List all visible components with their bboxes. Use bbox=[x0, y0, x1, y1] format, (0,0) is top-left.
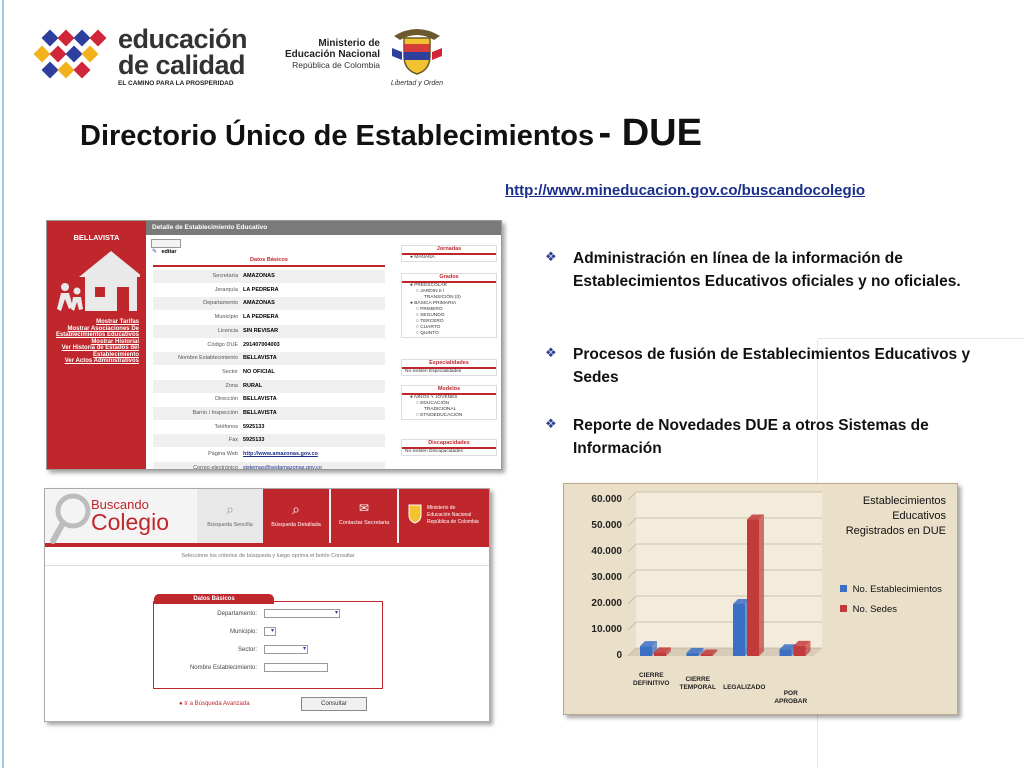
detail-row bbox=[153, 270, 385, 283]
ministry-box-line-3: República de Colombia bbox=[427, 519, 479, 525]
side-box-line: ● PREESCOLAR bbox=[410, 283, 448, 288]
y-tick-label: 50.000 bbox=[591, 520, 622, 531]
legend-swatch bbox=[840, 585, 847, 592]
logo-cube-icon bbox=[50, 46, 67, 63]
y-tick-label: 40.000 bbox=[591, 546, 622, 557]
field-label: Municipio: bbox=[229, 629, 257, 635]
logo-cube-icon bbox=[42, 30, 59, 47]
logo-cube-icon bbox=[82, 46, 99, 63]
detail-row bbox=[153, 297, 385, 310]
side-box-line: TRANSICIÓN (0) bbox=[424, 295, 461, 300]
legend-item bbox=[840, 584, 955, 604]
sidebar-link[interactable]: Ver Actos Administrativos bbox=[64, 358, 139, 364]
detail-row bbox=[153, 421, 385, 434]
detail-value: 5925133 bbox=[243, 423, 265, 430]
consultar-button[interactable]: Consultar bbox=[301, 697, 367, 711]
ministry-line-2: Educación Nacional bbox=[284, 49, 380, 60]
detail-value: AMAZONAS bbox=[243, 300, 275, 307]
form-title: Datos Básicos bbox=[193, 596, 235, 602]
sector-select[interactable] bbox=[264, 645, 308, 654]
side-box bbox=[401, 245, 497, 262]
educacion-logo bbox=[34, 24, 254, 90]
side-box bbox=[401, 359, 497, 376]
title-suffix: - DUE bbox=[598, 112, 702, 154]
detail-label: Código DUE bbox=[207, 341, 238, 348]
tab-label: Búsqueda Detallada bbox=[271, 522, 321, 528]
page-title bbox=[80, 112, 702, 155]
side-box-line: ○ QUINTO bbox=[416, 331, 439, 336]
side-box-line: ● BÁSICA PRIMARIA bbox=[410, 301, 457, 306]
colombia-seal bbox=[388, 22, 446, 92]
x-tick-line: CIERRE bbox=[638, 672, 664, 679]
side-box-line: ○ SEGUNDO bbox=[416, 313, 445, 318]
nombre-establecimiento-input[interactable] bbox=[264, 663, 328, 672]
legend-swatch bbox=[840, 605, 847, 612]
detail-value: NO OFICIAL bbox=[243, 368, 275, 375]
side-box-line: ○ ETNOEDUCACIÓN bbox=[416, 413, 463, 418]
sidebar-link[interactable]: Mostrar Tarifas bbox=[96, 319, 139, 325]
sidebar-link[interactable]: Establecimientos Educativos bbox=[55, 332, 139, 338]
ministry-box-line-1: Ministerio de bbox=[427, 505, 456, 511]
bullet-diamond-icon: ❖ bbox=[545, 249, 557, 264]
detail-label: Zona bbox=[225, 382, 238, 389]
logo-cube-icon bbox=[66, 46, 83, 63]
detail-row bbox=[153, 407, 385, 420]
edit-label: editar bbox=[161, 249, 177, 255]
x-tick-line: TEMPORAL bbox=[679, 684, 716, 691]
instruction-rule bbox=[45, 565, 490, 566]
logo-cube-icon bbox=[74, 62, 91, 79]
bullet-diamond-icon: ❖ bbox=[545, 416, 557, 431]
y-tick-label: 10.000 bbox=[591, 624, 622, 635]
chevron-down-icon: ▾ bbox=[270, 628, 274, 634]
buscando-colegio-screenshot bbox=[44, 488, 490, 722]
detail-row bbox=[153, 462, 385, 470]
magnifier-icon bbox=[49, 491, 95, 545]
search-form bbox=[153, 596, 383, 689]
logo-cube-icon bbox=[58, 30, 75, 47]
detail-label: Licencia bbox=[217, 327, 238, 334]
detail-label: Nombre Establecimiento bbox=[178, 355, 238, 362]
detail-row bbox=[153, 434, 385, 447]
field-label: Nombre Establecimiento: bbox=[189, 665, 257, 671]
detail-value: RURAL bbox=[243, 382, 263, 389]
detail-value[interactable]: http://www.amazonas.gov.co bbox=[243, 451, 318, 458]
side-box-title: Modelos bbox=[402, 386, 496, 395]
sidebar-link[interactable]: Establecimiento bbox=[92, 351, 139, 358]
detail-row bbox=[153, 284, 385, 297]
detail-label: Jerarquía bbox=[214, 286, 238, 293]
form-row-sector bbox=[154, 642, 382, 660]
side-box-line: ○ PRIMERO bbox=[416, 307, 443, 312]
ministry-box-line-2: Educación Nacional bbox=[427, 512, 472, 518]
tab-contactar-secretaria[interactable] bbox=[331, 489, 397, 543]
sidebar-links bbox=[49, 319, 139, 365]
detail-label: Teléfonos bbox=[214, 423, 238, 430]
school-house-icon bbox=[55, 247, 140, 313]
bullet-diamond-icon: ❖ bbox=[545, 345, 557, 360]
seal-caption: Libertad y Orden bbox=[390, 80, 444, 87]
detail-value: BELLAVISTA bbox=[243, 355, 277, 362]
coat-of-arms-icon bbox=[405, 501, 425, 525]
red-sidebar bbox=[47, 221, 146, 470]
detail-label: Departamento bbox=[203, 300, 238, 307]
detailed-search-icon: ⌕ bbox=[292, 501, 300, 517]
field-label: Departamento: bbox=[217, 611, 257, 617]
basic-data-rule bbox=[153, 265, 385, 267]
detail-row bbox=[153, 393, 385, 406]
edit-button[interactable] bbox=[151, 239, 181, 255]
y-tick-label: 20.000 bbox=[591, 598, 622, 609]
detail-value: SIN REVISAR bbox=[243, 327, 279, 334]
side-box-line: TRADICIONAL bbox=[424, 407, 457, 412]
side-box-title: Jornadas bbox=[402, 246, 496, 255]
sidebar-link[interactable]: Mostrar Historial bbox=[91, 338, 139, 345]
detail-title: Detalle de Establecimiento Educativo bbox=[152, 224, 268, 231]
detail-value: AMAZONAS bbox=[243, 273, 275, 279]
arrow-circle-icon: ● bbox=[179, 701, 183, 707]
sidebar-link[interactable]: Mostrar Asociaciones De bbox=[67, 325, 139, 332]
logo-cube-icon bbox=[34, 46, 51, 63]
ministry-line-3: República de Colombia bbox=[292, 60, 380, 70]
side-box-title: Grados bbox=[402, 274, 496, 283]
brand-bottom: Colegio bbox=[91, 509, 169, 535]
detail-label: Dirección bbox=[215, 396, 238, 403]
detail-row bbox=[153, 380, 385, 393]
left-edge-line bbox=[2, 0, 4, 768]
detail-label: Sector bbox=[222, 368, 238, 375]
bullet-2: Procesos de fusión de Establecimientos Educativos y Sedes bbox=[573, 346, 971, 386]
side-box-line: ● NIÑOS Y JOVENES bbox=[410, 395, 458, 400]
chart-legend bbox=[840, 584, 955, 624]
edit-icon: ✎ bbox=[152, 249, 158, 255]
coat-of-arms-icon bbox=[388, 22, 446, 80]
field-label: Sector: bbox=[237, 647, 257, 653]
right-edge-top bbox=[818, 338, 1024, 339]
y-tick-label: 60.000 bbox=[591, 494, 622, 505]
logo-cube-icon bbox=[74, 30, 91, 47]
detail-value: 5925133 bbox=[243, 437, 265, 444]
form-title-tab bbox=[154, 594, 274, 604]
detail-row bbox=[153, 352, 385, 365]
detail-header bbox=[146, 221, 502, 235]
detail-row bbox=[153, 366, 385, 379]
logo-line-1: educación bbox=[118, 24, 248, 54]
ministry-text bbox=[276, 38, 380, 70]
side-box-title: Discapacidades bbox=[402, 440, 496, 449]
brand-top: Buscando bbox=[91, 497, 149, 512]
ministry-header-box bbox=[399, 489, 490, 543]
side-box-line: ○ EDUCACIÓN bbox=[416, 401, 450, 406]
side-box-line: ○ CUARTO bbox=[416, 325, 441, 330]
logo-cube-icon bbox=[90, 30, 107, 47]
logo-line-2: de calidad bbox=[118, 50, 246, 80]
side-box bbox=[401, 385, 497, 420]
detail-row bbox=[153, 339, 385, 352]
detail-label: Fax bbox=[228, 437, 238, 444]
side-box-line: No existen Discapacidades bbox=[405, 449, 463, 454]
tab-busqueda-detallada[interactable] bbox=[263, 489, 329, 543]
x-tick-line: POR bbox=[783, 690, 798, 697]
side-box-line: ● MAÑANA bbox=[410, 255, 435, 260]
detail-value: BELLAVISTA bbox=[243, 396, 277, 403]
chart-title-line: Establecimientos bbox=[862, 495, 946, 507]
bar-sedes bbox=[747, 515, 764, 657]
side-boxes bbox=[401, 245, 499, 470]
legend-label: No. Sedes bbox=[852, 604, 898, 615]
y-tick-label: 30.000 bbox=[591, 572, 622, 583]
chart-title-line: Registrados en DUE bbox=[845, 525, 946, 537]
departamento-select[interactable] bbox=[264, 609, 340, 618]
logo-cube-icon bbox=[42, 62, 59, 79]
advanced-search-link[interactable] bbox=[179, 701, 250, 707]
detail-value: 291407004003 bbox=[243, 341, 280, 348]
legend-item bbox=[840, 604, 955, 624]
side-box bbox=[401, 439, 497, 456]
bullet-1: Administración en línea de la información de Establecimientos Educativos oficiales y no oficiales. bbox=[573, 250, 961, 290]
site-header bbox=[45, 489, 490, 547]
title-main: Directorio Único de Establecimientos bbox=[80, 120, 595, 152]
chart-title-line: Educativos bbox=[892, 510, 946, 522]
detail-value[interactable]: sistemas@sedamazonas.gov.co bbox=[243, 464, 322, 470]
detail-row bbox=[153, 448, 385, 461]
detail-label: Correo electrónico bbox=[193, 464, 238, 470]
buscandocolegio-link[interactable]: http://www.mineducacion.gov.co/buscandocolegio bbox=[505, 182, 866, 199]
detail-label: Municipio bbox=[214, 314, 238, 321]
logo-cube-icon bbox=[58, 62, 75, 79]
chart-title bbox=[816, 494, 946, 539]
basic-data-title: Datos Básicos bbox=[250, 257, 288, 263]
detail-label: Secretaría bbox=[212, 273, 238, 279]
detail-label: Página Web bbox=[208, 451, 238, 458]
chevron-down-icon: ▾ bbox=[302, 646, 306, 652]
tab-label: Búsqueda Sencilla bbox=[207, 522, 253, 528]
side-box-title: Especialidades bbox=[402, 360, 496, 369]
ministry-line-1: Ministerio de bbox=[318, 38, 380, 49]
form-row-municipio bbox=[154, 624, 382, 642]
basic-data-panel bbox=[153, 257, 385, 470]
x-tick-line: DEFINITIVO bbox=[633, 680, 670, 687]
search-icon: ⌕ bbox=[226, 501, 234, 517]
legend-label: No. Establecimientos bbox=[852, 584, 942, 595]
side-box-line: ○ TERCERO bbox=[416, 319, 444, 324]
sidebar-link[interactable]: Ver Historia de Estados del bbox=[61, 345, 139, 351]
detail-row bbox=[153, 311, 385, 324]
detail-value: LA PEDRERA bbox=[243, 286, 279, 293]
form-row-departamento bbox=[154, 606, 382, 624]
tab-label: Contactar Secretaria bbox=[338, 520, 390, 526]
x-tick-line: LEGALIZADO bbox=[723, 684, 766, 691]
detail-label: Barrio / Inspección bbox=[192, 410, 238, 416]
x-tick-line: CIERRE bbox=[685, 676, 711, 683]
advanced-search-label: Ir a Búsqueda Avanzada bbox=[184, 701, 250, 707]
side-box-line: No existen Especialidades bbox=[405, 369, 462, 374]
detail-row bbox=[153, 325, 385, 338]
y-tick-label: 0 bbox=[616, 650, 622, 661]
detail-value: LA PEDRERA bbox=[243, 314, 279, 321]
chevron-down-icon: ▾ bbox=[334, 610, 338, 616]
school-name: BELLAVISTA bbox=[73, 233, 120, 242]
side-box-line: ○ JARDIN II / bbox=[416, 289, 445, 294]
establishment-detail-screenshot bbox=[46, 220, 502, 470]
municipio-select[interactable] bbox=[264, 627, 276, 636]
form-row-nombre bbox=[154, 660, 382, 678]
bullet-3: Reporte de Novedades DUE a otros Sistemas de Información bbox=[573, 417, 929, 457]
logo-tagline: EL CAMINO PARA LA PROSPERIDAD bbox=[118, 80, 234, 87]
x-tick-line: APROBAR bbox=[774, 698, 808, 705]
x-tick-label bbox=[761, 690, 821, 706]
mail-icon: ✉ bbox=[358, 501, 370, 515]
detail-value: BELLAVISTA bbox=[243, 410, 277, 416]
side-box bbox=[401, 273, 497, 338]
chart-panel bbox=[563, 483, 958, 715]
instruction-text: Seleccione los criterios de búsqueda y luego oprima el botón Consultar bbox=[181, 553, 355, 559]
tab-busqueda-sencilla[interactable] bbox=[197, 489, 263, 543]
